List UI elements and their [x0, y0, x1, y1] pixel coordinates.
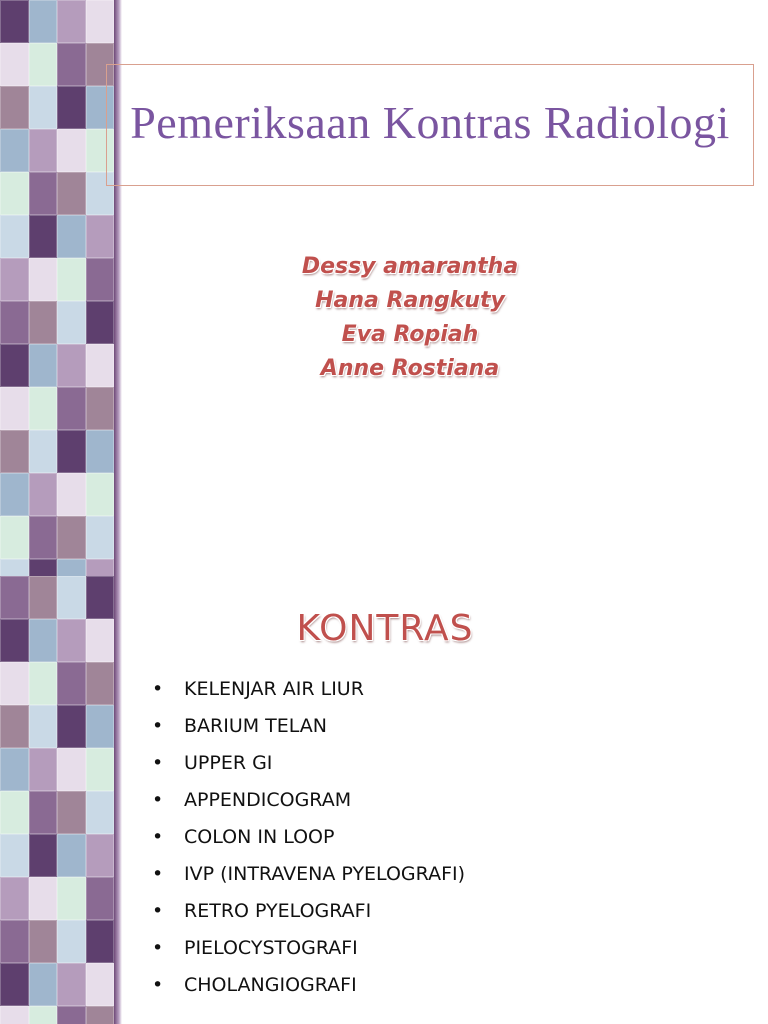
author-name: Hana Rangkuty — [315, 288, 505, 313]
list-item-label: APPENDICOGRAM — [184, 789, 352, 811]
mosaic-tile — [0, 258, 29, 301]
mosaic-tile — [0, 43, 29, 86]
mosaic-tile — [57, 963, 86, 1006]
list-item — [150, 937, 465, 974]
mosaic-tile — [57, 662, 86, 705]
mosaic-tile — [57, 387, 86, 430]
bullet-icon: • — [152, 974, 164, 996]
mosaic-tile — [57, 129, 86, 172]
list-item — [150, 826, 465, 863]
mosaic-tile — [29, 576, 58, 619]
list-item-label: BARIUM TELAN — [184, 715, 328, 737]
mosaic-tile — [86, 301, 115, 344]
mosaic-tile — [57, 258, 86, 301]
mosaic-tile — [29, 86, 58, 129]
list-item — [150, 715, 465, 752]
mosaic-tile — [0, 215, 29, 258]
list-item — [150, 678, 465, 715]
list-item-label: UPPER GI — [184, 752, 273, 774]
mosaic-tile — [57, 43, 86, 86]
mosaic-tile — [57, 516, 86, 559]
bullet-icon: • — [152, 863, 164, 885]
contrast-exam-list — [150, 678, 465, 1011]
mosaic-tile — [57, 705, 86, 748]
mosaic-tile — [0, 0, 29, 43]
mosaic-tile — [57, 576, 86, 619]
mosaic-tile — [57, 86, 86, 129]
decorative-mosaic — [0, 0, 114, 576]
mosaic-tile — [0, 877, 29, 920]
mosaic-tile — [0, 86, 29, 129]
mosaic-tile — [86, 963, 115, 1006]
mosaic-tile — [0, 1006, 29, 1024]
bullet-icon: • — [152, 715, 164, 737]
mosaic-tile — [86, 834, 115, 877]
author-name: Anne Rostiana — [320, 356, 500, 381]
mosaic-tile — [29, 172, 58, 215]
mosaic-tile — [86, 791, 115, 834]
slide-title-text: Pemeriksaan Kontras Radiologi — [130, 97, 730, 148]
mosaic-edge — [114, 576, 122, 1024]
mosaic-tile — [57, 473, 86, 516]
mosaic-tile — [57, 430, 86, 473]
mosaic-tile — [29, 920, 58, 963]
mosaic-tile — [0, 129, 29, 172]
mosaic-tile — [0, 748, 29, 791]
mosaic-tile — [29, 705, 58, 748]
mosaic-tile — [0, 430, 29, 473]
mosaic-tile — [0, 963, 29, 1006]
list-item-label: PIELOCYSTOGRAFI — [184, 937, 358, 959]
mosaic-tile — [86, 920, 115, 963]
mosaic-tile — [86, 387, 115, 430]
mosaic-tile — [57, 877, 86, 920]
mosaic-tile — [86, 662, 115, 705]
mosaic-tile — [29, 877, 58, 920]
slide-heading: KONTRAS — [296, 608, 474, 649]
list-item-label: KELENJAR AIR LIUR — [184, 678, 364, 700]
list-item-label: IVP (INTRAVENA PYELOGRAFI) — [184, 863, 466, 885]
mosaic-tile — [29, 0, 58, 43]
mosaic-tile — [86, 748, 115, 791]
author-name: Dessy amarantha — [301, 254, 519, 279]
mosaic-tile — [0, 920, 29, 963]
mosaic-tile — [86, 1006, 115, 1024]
mosaic-tile — [29, 662, 58, 705]
mosaic-tile — [0, 559, 29, 576]
mosaic-tile — [0, 791, 29, 834]
bullet-icon: • — [152, 826, 164, 848]
list-item-label: RETRO PYELOGRAFI — [184, 900, 372, 922]
author-name: Eva Ropiah — [341, 322, 479, 347]
mosaic-tile — [29, 619, 58, 662]
slide-kontras — [0, 576, 768, 1024]
bullet-icon: • — [152, 789, 164, 811]
mosaic-tile — [57, 619, 86, 662]
mosaic-tile — [57, 301, 86, 344]
mosaic-tile — [86, 473, 115, 516]
mosaic-tile — [86, 258, 115, 301]
bullet-icon: • — [152, 752, 164, 774]
list-item — [150, 900, 465, 937]
mosaic-tile — [29, 43, 58, 86]
mosaic-tile — [57, 791, 86, 834]
bullet-icon: • — [152, 937, 164, 959]
mosaic-tile — [86, 576, 115, 619]
mosaic-tile — [29, 301, 58, 344]
mosaic-tile — [57, 920, 86, 963]
mosaic-tile — [29, 834, 58, 877]
mosaic-tile — [57, 215, 86, 258]
mosaic-tile — [86, 344, 115, 387]
mosaic-tile — [29, 748, 58, 791]
mosaic-tile — [29, 791, 58, 834]
mosaic-tile — [0, 473, 29, 516]
mosaic-tile — [0, 662, 29, 705]
mosaic-tile — [86, 559, 115, 576]
decorative-mosaic — [0, 576, 114, 1024]
mosaic-tile — [0, 172, 29, 215]
mosaic-tile — [29, 344, 58, 387]
bullet-icon: • — [152, 678, 164, 700]
mosaic-tile — [57, 172, 86, 215]
mosaic-tile — [86, 430, 115, 473]
mosaic-tile — [0, 516, 29, 559]
mosaic-tile — [86, 516, 115, 559]
mosaic-tile — [29, 473, 58, 516]
mosaic-tile — [86, 619, 115, 662]
list-item — [150, 863, 465, 900]
mosaic-tile — [29, 963, 58, 1006]
mosaic-tile — [57, 834, 86, 877]
mosaic-tile — [29, 516, 58, 559]
mosaic-tile — [29, 258, 58, 301]
bullet-icon: • — [152, 900, 164, 922]
mosaic-tile — [86, 215, 115, 258]
mosaic-tile — [29, 129, 58, 172]
mosaic-tile — [57, 748, 86, 791]
mosaic-tile — [86, 877, 115, 920]
mosaic-tile — [0, 344, 29, 387]
mosaic-tile — [57, 344, 86, 387]
mosaic-tile — [29, 1006, 58, 1024]
mosaic-tile — [0, 705, 29, 748]
mosaic-tile — [0, 619, 29, 662]
mosaic-tile — [86, 705, 115, 748]
list-item — [150, 974, 465, 1011]
mosaic-tile — [0, 834, 29, 877]
list-item-label: COLON IN LOOP — [184, 826, 335, 848]
mosaic-tile — [0, 576, 29, 619]
list-item-label: CHOLANGIOGRAFI — [184, 974, 357, 996]
mosaic-tile — [29, 559, 58, 576]
mosaic-tile — [57, 1006, 86, 1024]
list-item — [150, 789, 465, 826]
mosaic-tile — [0, 387, 29, 430]
mosaic-tile — [29, 430, 58, 473]
mosaic-tile — [29, 387, 58, 430]
mosaic-tile — [57, 0, 86, 43]
mosaic-tile — [57, 559, 86, 576]
mosaic-tile — [29, 215, 58, 258]
list-item — [150, 752, 465, 789]
mosaic-tile — [86, 0, 115, 43]
mosaic-tile — [0, 301, 29, 344]
author-list — [180, 250, 640, 386]
